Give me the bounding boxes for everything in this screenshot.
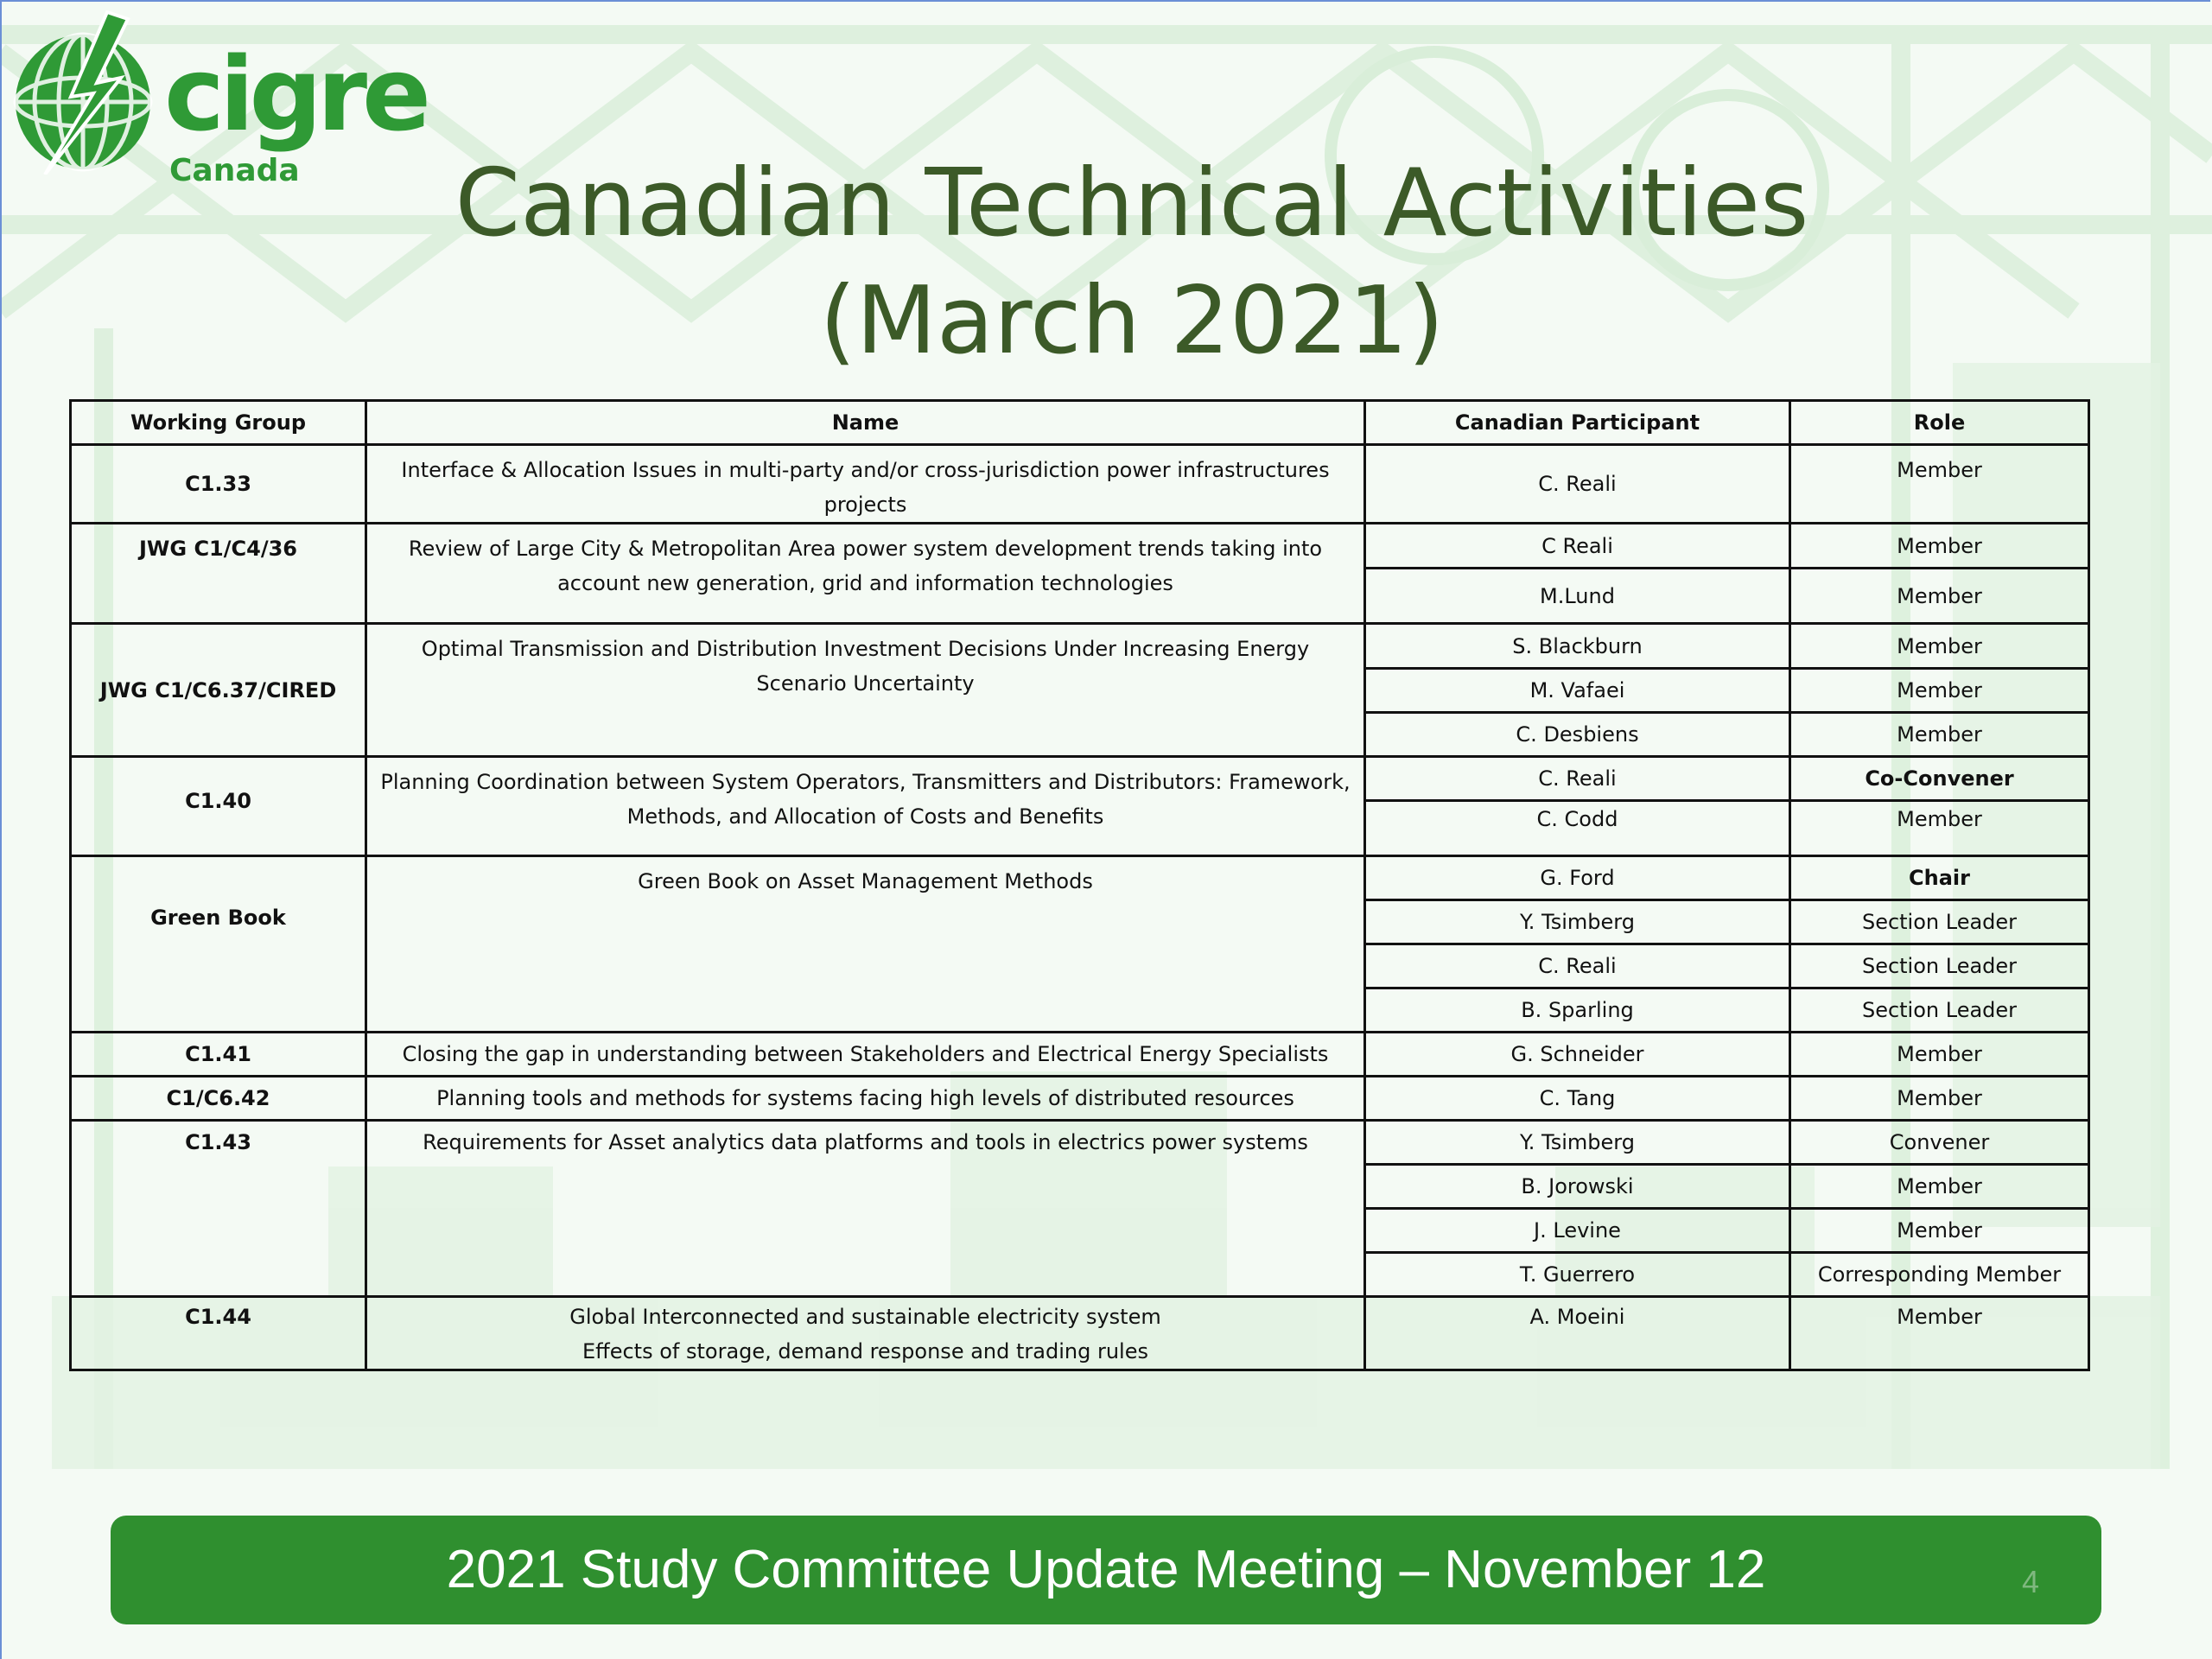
group-name: Closing the gap in understanding between Stakeholders and Electrical Energy Specialists <box>366 1033 1365 1077</box>
group-name: Requirements for Asset analytics data platforms and tools in electrics power systems <box>366 1121 1365 1297</box>
table-row <box>71 624 2089 669</box>
role: Member <box>1790 713 2089 757</box>
page-number: 4 <box>2021 1564 2039 1599</box>
role: Convener <box>1790 1121 2089 1165</box>
role: Section Leader <box>1790 900 2089 944</box>
role: Co-Convener <box>1790 757 2089 801</box>
role: Section Leader <box>1790 944 2089 988</box>
participant: Y. Tsimberg <box>1365 900 1790 944</box>
group-id: JWG C1/C4/36 <box>71 524 366 624</box>
group-name <box>366 1297 1365 1370</box>
participant: C. Reali <box>1365 445 1790 524</box>
role: Member <box>1790 1033 2089 1077</box>
participant: C. Codd <box>1365 801 1790 856</box>
participant: C. Reali <box>1365 757 1790 801</box>
footer-text: 2021 Study Committee Update Meeting – November 12 <box>446 1540 1766 1599</box>
table-row <box>71 445 2089 524</box>
participant: A. Moeini <box>1365 1297 1790 1370</box>
header-canadian-participant: Canadian Participant <box>1365 401 1790 445</box>
header-name: Name <box>366 401 1365 445</box>
participant: G. Ford <box>1365 856 1790 900</box>
logo-wordmark: cigre <box>164 35 427 154</box>
participant: J. Levine <box>1365 1209 1790 1253</box>
participant: M.Lund <box>1365 569 1790 624</box>
role: Chair <box>1790 856 2089 900</box>
role: Member <box>1790 569 2089 624</box>
group-id: C1.33 <box>71 445 366 524</box>
role: Member <box>1790 1077 2089 1121</box>
role: Member <box>1790 1297 2089 1370</box>
participant: C. Tang <box>1365 1077 1790 1121</box>
participant: B. Jorowski <box>1365 1165 1790 1209</box>
role: Member <box>1790 1209 2089 1253</box>
role: Member <box>1790 524 2089 569</box>
group-name: Review of Large City & Metropolitan Area power system development trends taking into account new generation, grid and information technologies <box>366 524 1365 624</box>
group-id: JWG C1/C6.37/CIRED <box>71 624 366 757</box>
participant: C. Desbiens <box>1365 713 1790 757</box>
role: Corresponding Member <box>1790 1253 2089 1297</box>
table-row <box>71 1077 2089 1121</box>
title-line-2: (March 2021) <box>819 267 1445 375</box>
table-row <box>71 524 2089 569</box>
table-header-row <box>71 401 2089 445</box>
group-name: Optimal Transmission and Distribution Investment Decisions Under Increasing Energy Scenario Uncertainty <box>366 624 1365 757</box>
role: Section Leader <box>1790 988 2089 1033</box>
role: Member <box>1790 1165 2089 1209</box>
role: Member <box>1790 445 2089 524</box>
role: Member <box>1790 624 2089 669</box>
table-row <box>71 1033 2089 1077</box>
group-name: Interface & Allocation Issues in multi-party and/or cross-jurisdiction power infrastructures projects <box>366 445 1365 524</box>
footer-banner <box>111 1516 2101 1624</box>
participant: G. Schneider <box>1365 1033 1790 1077</box>
participant: T. Guerrero <box>1365 1253 1790 1297</box>
participant: C. Reali <box>1365 944 1790 988</box>
group-name: Planning Coordination between System Operators, Transmitters and Distributors: Framework, Methods, and Allocation of Costs and Benefits <box>366 757 1365 856</box>
group-id: C1.41 <box>71 1033 366 1077</box>
group-id: C1.40 <box>71 757 366 856</box>
participant: Y. Tsimberg <box>1365 1121 1790 1165</box>
role: Member <box>1790 801 2089 856</box>
group-id: Green Book <box>71 856 366 1033</box>
group-name: Green Book on Asset Management Methods <box>366 856 1365 1033</box>
group-name-line-2: Effects of storage, demand response and trading rules <box>582 1339 1148 1363</box>
group-name: Planning tools and methods for systems facing high levels of distributed resources <box>366 1077 1365 1121</box>
table-row <box>71 1121 2089 1165</box>
table-row <box>71 1297 2089 1370</box>
group-name-line-1: Global Interconnected and sustainable electricity system <box>569 1305 1161 1329</box>
participant: B. Sparling <box>1365 988 1790 1033</box>
page-title <box>346 145 1918 380</box>
group-id: C1/C6.42 <box>71 1077 366 1121</box>
group-id: C1.43 <box>71 1121 366 1297</box>
table-row <box>71 856 2089 900</box>
participant: S. Blackburn <box>1365 624 1790 669</box>
group-id: C1.44 <box>71 1297 366 1370</box>
participant: C Reali <box>1365 524 1790 569</box>
logo-subtitle: Canada <box>169 153 300 188</box>
header-role: Role <box>1790 401 2089 445</box>
participant: M. Vafaei <box>1365 669 1790 713</box>
table-row <box>71 757 2089 801</box>
globe-lightning-icon <box>10 10 166 175</box>
working-groups-table <box>69 399 2090 1371</box>
header-working-group: Working Group <box>71 401 366 445</box>
role: Member <box>1790 669 2089 713</box>
title-line-1: Canadian Technical Activities <box>454 149 1809 257</box>
